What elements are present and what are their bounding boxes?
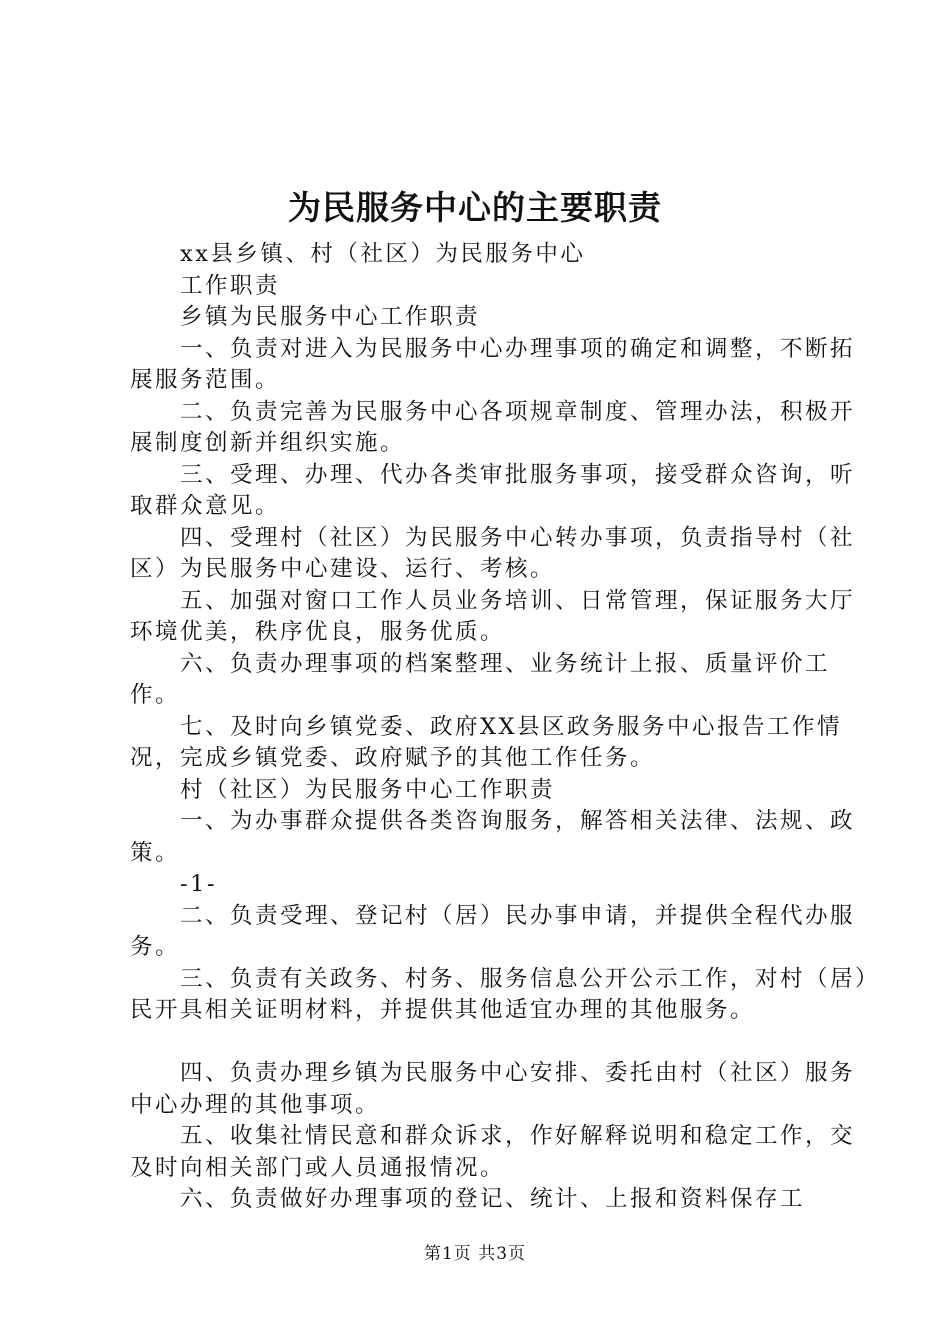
- paragraph: 五、收集社情民意和群众诉求，作好解释说明和稳定工作，交及时向相关部门或人员通报情况。: [130, 1123, 856, 1181]
- paragraph: 工作职责: [180, 272, 281, 299]
- paragraph: 二、负责完善为民服务中心各项规章制度、管理办法，积极开展制度创新并组织实施。: [130, 398, 856, 456]
- paragraph: 六、负责办理事项的档案整理、业务统计上报、质量评价工作。: [130, 650, 831, 708]
- blank-line: [130, 1027, 870, 1059]
- paragraph: 一、为办事群众提供各类咨询服务，解答相关法律、法规、政策。: [130, 808, 856, 866]
- paragraph: 六、负责做好办理事项的登记、统计、上报和资料保存工: [180, 1186, 806, 1212]
- document-body: [130, 239, 870, 1216]
- paragraph: 二、负责受理、登记村（居）民办事申请，并提供全程代办服务。: [130, 902, 856, 960]
- paragraph: xx县乡镇、村（社区）为民服务中心: [180, 241, 586, 267]
- paragraph: 四、负责办理乡镇为民服务中心安排、委托由村（社区）服务中心办理的其他事项。: [130, 1060, 856, 1118]
- paragraph: 乡镇为民服务中心工作职责: [180, 304, 481, 330]
- paragraph: 五、加强对窗口工作人员业务培训、日常管理，保证服务大厅环境优美，秩序优良，服务优质。: [130, 587, 856, 645]
- page-marker: -1-: [180, 871, 218, 897]
- document-title: 为民服务中心的主要职责: [288, 188, 662, 227]
- paragraph: 四、受理村（社区）为民服务中心转办事项，负责指导村（社区）为民服务中心建设、运行、考核。: [130, 524, 856, 582]
- page-footer: 第1页 共3页: [423, 1244, 527, 1264]
- paragraph: 一、负责对进入为民服务中心办理事项的确定和调整，不断拓展服务范围。: [130, 335, 856, 393]
- paragraph: 村（社区）为民服务中心工作职责: [180, 776, 556, 803]
- paragraph: 三、受理、办理、代办各类审批服务事项，接受群众咨询，听取群众意见。: [130, 461, 856, 519]
- paragraph: 三、负责有关政务、村务、服务信息公开公示工作，对村（居）民开具相关证明材料，并提供其他适宜办理的其他服务。: [130, 965, 869, 1023]
- paragraph: 七、及时向乡镇党委、政府XX县区政务服务中心报告工作情况，完成乡镇党委、政府赋予的其他工作任务。: [130, 713, 843, 771]
